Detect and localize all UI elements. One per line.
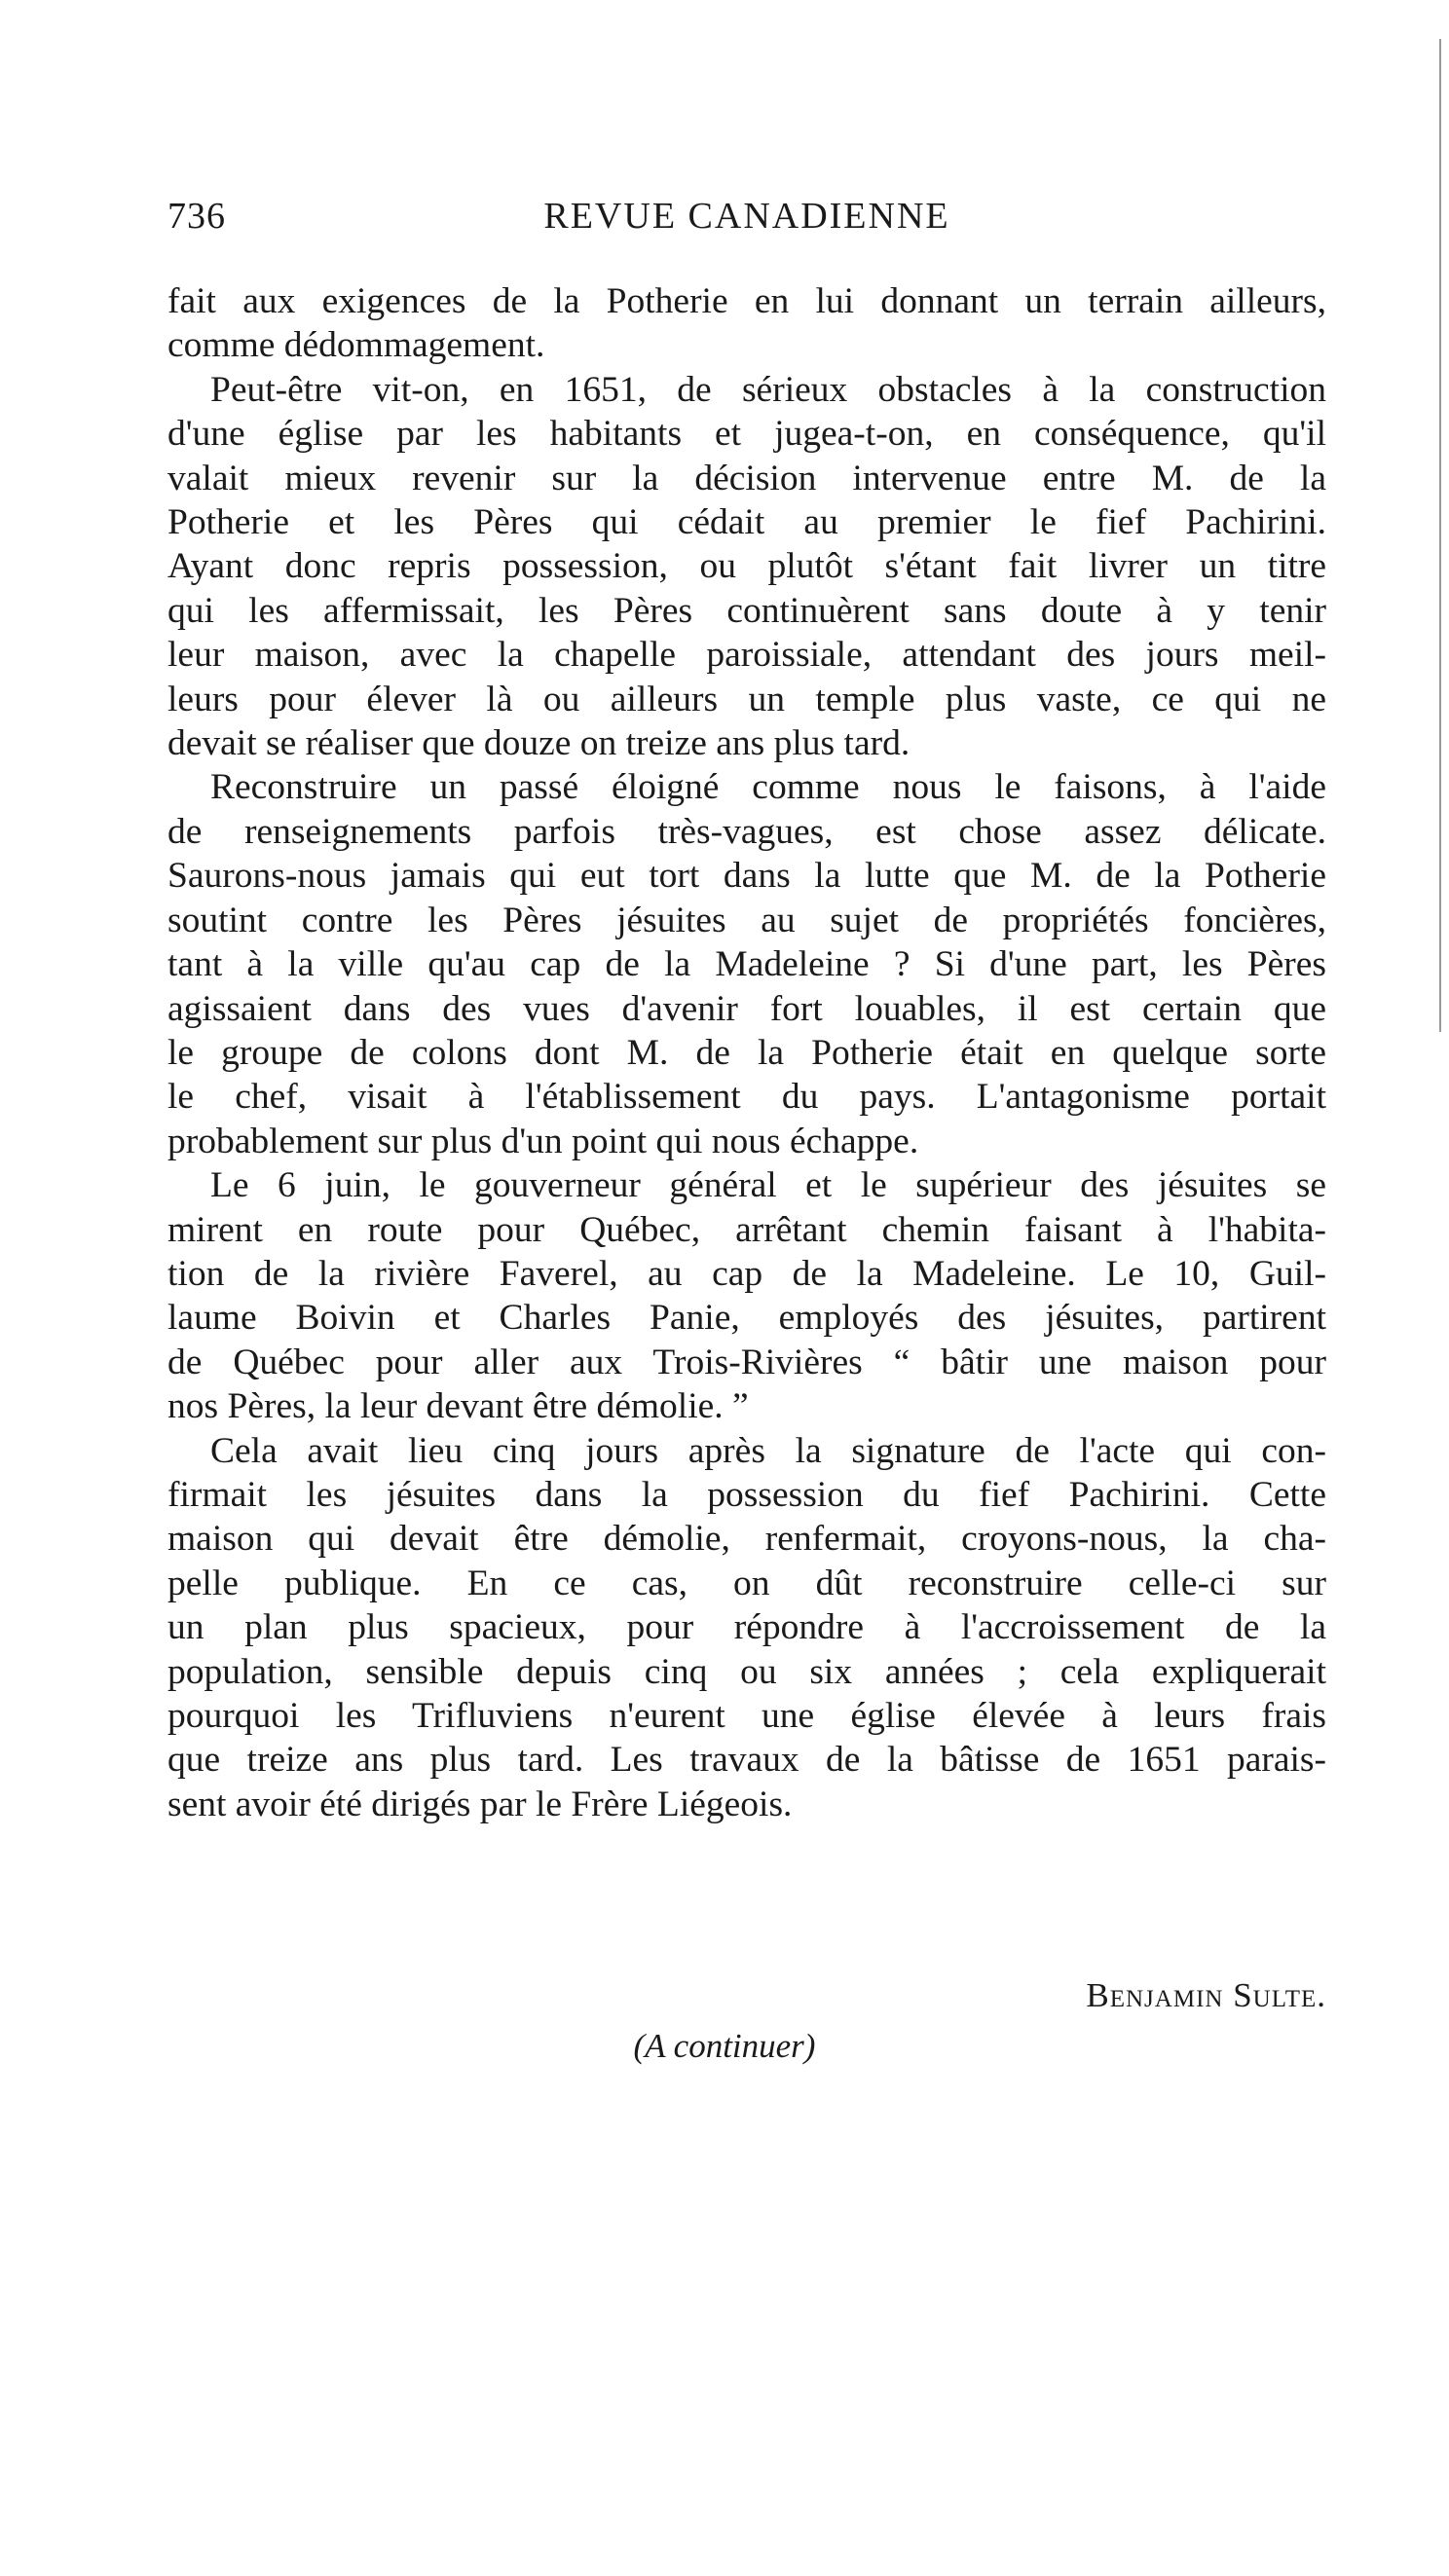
text-line: un plan plus spacieux, pour répondre à l'accroissement de la [167, 1607, 1326, 1648]
text-line: de renseignements parfois très-vagues, est chose assez délicate. [167, 811, 1326, 852]
text-line: leurs pour élever là ou ailleurs un temple plus vaste, ce qui ne [167, 679, 1326, 719]
text-line: le groupe de colons dont M. de la Potherie était en quelque sorte [167, 1032, 1326, 1073]
page-header [167, 195, 1326, 253]
page-edge-line [1439, 39, 1441, 1032]
continued-note: (A continuer) [633, 2027, 816, 2065]
text-line: nos Pères, la leur devant être démolie. ” [167, 1386, 749, 1427]
text-line: leur maison, avec la chapelle paroissiale, attendant des jours meil- [167, 635, 1326, 676]
text-line: Le 6 juin, le gouverneur général et le supérieur des jésuites se [210, 1165, 1326, 1206]
body-text [167, 279, 1326, 1826]
text-line: Ayant donc repris possession, ou plutôt s'étant fait livrer un titre [167, 546, 1326, 587]
text-line: sent avoir été dirigés par le Frère Liégeois. [167, 1784, 793, 1824]
text-line: d'une église par les habitants et jugea-t-on, en conséquence, qu'il [167, 414, 1326, 455]
text-line: le chef, visait à l'établissement du pays. L'antagonisme portait [167, 1077, 1326, 1118]
text-line: tant à la ville qu'au cap de la Madeleine ? Si d'une part, les Pères [167, 944, 1326, 985]
text-line: valait mieux revenir sur la décision intervenue entre M. de la [167, 458, 1326, 498]
text-line: soutint contre les Pères jésuites au sujet de propriétés foncières, [167, 900, 1326, 940]
text-line: pourquoi les Trifluviens n'eurent une église élevée à leurs frais [167, 1696, 1326, 1736]
text-line: population, sensible depuis cinq ou six années ; cela expliquerait [167, 1651, 1326, 1692]
text-line: Cela avait lieu cinq jours après la signature de l'acte qui con- [210, 1430, 1326, 1471]
text-line: firmait les jésuites dans la possession du fief Pachirini. Cette [167, 1474, 1326, 1515]
text-line: fait aux exigences de la Potherie en lui donnant un terrain ailleurs, [167, 281, 1326, 321]
text-line: de Québec pour aller aux Trois-Rivières “ bâtir une maison pour [167, 1342, 1326, 1382]
text-line: probablement sur plus d'un point qui nous échappe. [167, 1121, 919, 1161]
text-line: agissaient dans des vues d'avenir fort louables, il est certain que [167, 988, 1326, 1029]
page-number: 736 [167, 196, 226, 237]
text-line: maison qui devait être démolie, renfermait, croyons-nous, la cha- [167, 1519, 1326, 1560]
text-line: laume Boivin et Charles Panie, employés des jésuites, partirent [167, 1298, 1326, 1339]
text-line: Peut-être vit-on, en 1651, de sérieux obstacles à la construction [210, 369, 1326, 410]
text-line: Reconstruire un passé éloigné comme nous le faisons, à l'aide [210, 767, 1326, 808]
text-line: qui les affermissait, les Pères continuèrent sans doute à y tenir [167, 590, 1326, 631]
text-line: Potherie et les Pères qui cédait au premier le fief Pachirini. [167, 502, 1326, 543]
text-line: mirent en route pour Québec, arrêtant chemin faisant à l'habita- [167, 1209, 1326, 1250]
text-line: devait se réaliser que douze on treize ans plus tard. [167, 723, 910, 764]
text-line: comme dédommagement. [167, 325, 545, 366]
text-line: Saurons-nous jamais qui eut tort dans la lutte que M. de la Potherie [167, 856, 1326, 897]
running-title: REVUE CANADIENNE [543, 196, 950, 237]
text-line: pelle publique. En ce cas, on dût reconstruire celle-ci sur [167, 1563, 1326, 1603]
text-line: que treize ans plus tard. Les travaux de la bâtisse de 1651 parais- [167, 1740, 1326, 1781]
text-line: tion de la rivière Faverel, au cap de la Madeleine. Le 10, Guil- [167, 1253, 1326, 1294]
author-signature: Benjamin Sulte. [1086, 1976, 1326, 2014]
